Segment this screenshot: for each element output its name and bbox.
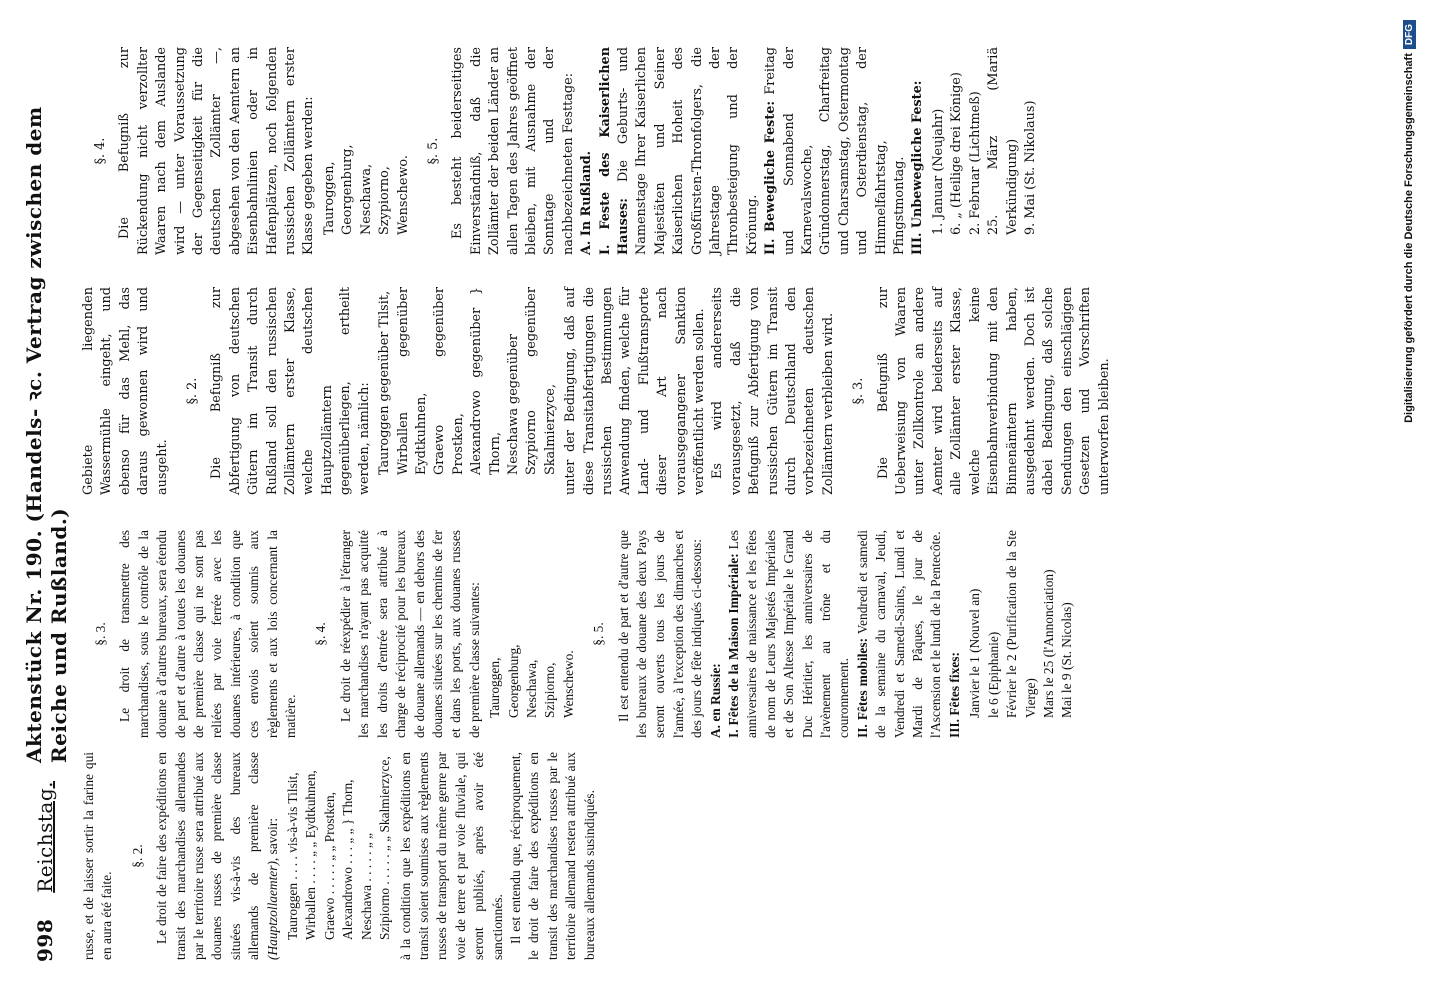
list-item: Alexandrowo . . . „ „ } Thorn, [340,779,356,940]
french-column-1 [80,752,599,960]
list-item: Tauroggen, [321,161,337,235]
list-item: Graewo . . . . . „ „ Prostken, [321,791,337,940]
list-item: Février le 2 (Purification de la Ste Vierge) [1004,530,1038,718]
list-item: Neschawa, [358,163,374,235]
french-movable-feasts: II. Fêtes mobiles: Vendredi et samedi de la semaine du carnaval, Jeudi, Vendredi et Samedi-Saints, Lundi et Mardi de Pâques, le jour de l'Ascension et le lundi de la Pentecôte. [854,530,944,738]
list-item: Wenschewo. [560,650,576,718]
german-section-2-heading: §. 2. [185,377,201,405]
list-item: 6. „ (Heilige drei Könige) [949,72,965,235]
list-item: Szypiorno gegenüber Skalmierzyce, [524,287,558,475]
list-item: Tauroggen . . . . vis-à-vis Tilsit, [285,772,301,940]
french-customs-list [284,752,394,940]
german-section-5-heading: §. 5. [425,137,441,165]
french-column-2 [80,530,1079,738]
list-item: Georgenburg, [505,644,521,718]
german-continuation: Gebiete liegenden Wassermühle eingeht, und ebenso für das Mehl, das daraus gewonnen wird und ausgeht. [81,287,170,495]
page-number: 998 [33,918,57,962]
french-fixed-feasts-list [966,530,1076,718]
german-column-1 [80,287,1114,495]
list-item: Szipiorno . . . . . „ „ Skalmierzyce, [377,756,393,940]
list-item: Wirballen gegenüber Eydtkuhnen, [395,287,429,475]
list-item: 1. Januar (Neujahr) [930,108,946,235]
french-section-5-heading: §. 5. [591,622,607,646]
french-section-2-condition: à la condition que les expéditions en transit soient soumises aux règlements russes de transport du même genre par voie de terre et par voie fluviale, qui seront publiés, après avoir été sanctionnés. [397,752,505,960]
list-item: Neschawa . . . . . „ „ [358,832,374,940]
list-item: le 6 (Epiphanie) [985,631,1001,718]
dfg-footer [1394,0,1424,1000]
page-header [21,30,71,962]
german-fixed-feasts-list [930,47,1040,235]
list-item: Szypiorno, [377,166,393,235]
list-item: Mai le 9 (St. Nicolas) [1059,602,1075,718]
french-continuation: russe, et de laisser sortir la farine qui en aura été faite. [81,752,115,960]
german-customs-list [376,287,560,475]
german-section-3-text: Die Befugniß zur Ueberweisung von Waaren unter Zollkontrole an andere Aemter wird beiderseits auf alle Zollämter erster Klasse, welche keine Eisenbahnverbindung mit den Binnenämtern haben, ausgedehnt werden. Doch ist dabei Bedingung, daß solche Sendungen den einschlägigen Gesetzen und Vorschriften unterworfen bleiben. [875,287,1112,495]
french-section-5-text: Il est entendu de part et d'autre que les bureaux de douane des deux Pays seront ouverts tous les jours de l'année, à l'exception des dimanches et des jours de fête indiqués ci-dessous: [615,530,705,738]
french-section-4-text: Le droit de réexpédier à l'étranger les marchandises n'ayant pas acquitté les droits d'entrée sera attribué à charge de réciprocité pour les bureaux de douane allemands — en dehors des douanes situées sur les chemins de fer et dans les ports, aux douanes russes de première classe suivantes: [337,530,482,738]
list-item: Alexandrowo gegenüber } Thorn, [469,287,503,475]
list-item: 25. März (Mariä Verkündigung) [986,47,1020,235]
french-section-2-reciprocal: Il est entendu que, réciproquement, le droit de faire des expéditions en transit des marchandises russes par le territoire allemand restera attribué aux bureaux allemands susindiqués. [507,752,597,960]
french-section-2-heading: §. 2. [129,844,145,868]
german-russia-heading: A. In Rußland. [579,150,595,255]
french-section-3-heading: §. 3. [93,622,108,646]
list-item: Neschawa gegenüber [505,334,521,475]
german-movable-feasts: II. Bewegliche Feste: Freitag und Sonnabend der Karnevalswoche, Gründonnerstag, Charfreitag und Charsamstag, Ostermontag und Osterdienstag, der Himmelfahrtstag, Pfingstmontag. [763,47,908,255]
list-item: Mars le 25 (l'Annonciation) [1040,569,1056,718]
french-russia-heading: A. en Russie: [707,663,723,738]
german-section-2-text: Die Befugniß zur Abfertigung von deutschen Gütern im Transit durch Rußland soll den russischen Zollämtern erster Klasse, welche deutschen Hauptzollämtern gegenüberliegen, ertheilt werden, nämlich: [209,287,372,495]
french-section-4-heading: §. 4. [313,622,329,646]
german-imperial-feasts: I. Feste des Kaiserlichen Hauses: Die Geburts- und Namenstage Ihrer Kaiserlichen Majestäten und Seiner Kaiserlichen Hoheit des Großfürsten-Thronfolgers, die Jahrestage der Thronbesteigung und der Krönung. [597,47,760,255]
german-section-3-heading: §. 3. [851,377,867,405]
footer-text: Digitalisierung gefördert durch die Deutsche Forschungsgemeinschaft [1403,53,1415,423]
list-item: Georgenburg, [340,144,356,235]
french-imperial-feasts: I. Fêtes de la Maison Impériale: Les anniversaires de naissance et les fêtes de nom de Leurs Majestés Impériales et de Son Altesse Impériale le Grand Duc Héritier, les anniversaires de l'avènement au trône et du couronnement. [726,530,852,738]
german-section-2-condition: unter der Bedingung, daß auf diese Transitabfertigungen die russischen Bestimmungen Anwendung finden, welche für Land- und Flußtransporte dieser Art nach vorausgegangener Sanktion veröffentlicht werden sollen. [563,287,707,495]
header-title: Aktenstück Nr. 190. (Handels- ꝛc. Vertrag zwischen dem Reiche und Rußland.) [21,106,71,763]
list-item: Tauroggen gegenüber Tilsit, [377,290,393,475]
french-section-4-list [486,530,578,718]
french-fixed-feasts-label: III. Fêtes fixes: [946,652,962,738]
german-section-4-text: Die Befugniß zur Rückendung nicht verzollter Waaren nach dem Auslande wird — unter Voraussetzung der Gegenseitigkeit für die deutschen Zollämter —, abgesehen von den Aemtern an Eisenbahnlinien oder in Hafenplätzen, noch folgenden russischen Zollämtern erster Klasse gegeben werden: [117,47,317,255]
german-section-4-heading: §. 4. [93,137,108,165]
dfg-logo: DFG [1403,20,1416,49]
french-section-3-text: Le droit de transmettre des marchandises, sous le contrôle de la douane à d'autres bureaux, sera étendu de part et d'autre à toutes les douanes de première classe qui ne sont pas reliées par voie ferrée avec les douanes intérieures, à condition que ces envois soient soumis aux règlements et aux lois concernant la matière. [117,530,299,738]
list-item: Janvier le 1 (Nouvel an) [967,588,983,718]
french-section-2-text: Le droit de faire des expéditions en transit des marchandises allemandes par le territoire russe sera attribué aux douanes russes de première classe situées vis-à-vis des bureaux allemands de première classe (Hauptzollaemter), savoir: [154,752,280,960]
list-item: Tauroggen, [487,657,503,718]
german-column-2 [80,47,1042,255]
list-item: 9. Mai (St. Nikolaus) [1022,100,1038,235]
german-section-4-list [321,47,413,235]
list-item: Szipiorno, [542,662,558,718]
header-left-label: Reichstag. [33,780,57,893]
german-section-5-text: Es besteht beiderseitiges Einverständniß, daß die Zollämter der beiden Länder an allen Tagen des Jahres geöffnet bleiben, mit Ausnahme der Sonntage und der nachbezeichneten Festtage: [450,47,576,255]
list-item: Wirballen . . . . „ „ Eydtkuhnen, [303,770,319,940]
german-fixed-feasts-label: III. Unbewegliche Feste: [910,80,926,255]
list-item: 2. Februar (Lichtmeß) [967,91,983,235]
list-item: Graewo gegenüber Prostken, [432,287,466,475]
list-item: Neschawa, [523,659,539,718]
list-item: Wenschewo. [395,155,411,235]
german-section-2-reciprocal: Es wird andererseits vorausgesetzt, daß die Befugniß zur Abfertigung von russischen Gütern im Transit durch Deutschland den vorbezeichneten deutschen Zollämtern verbleiben wird. [710,287,836,495]
